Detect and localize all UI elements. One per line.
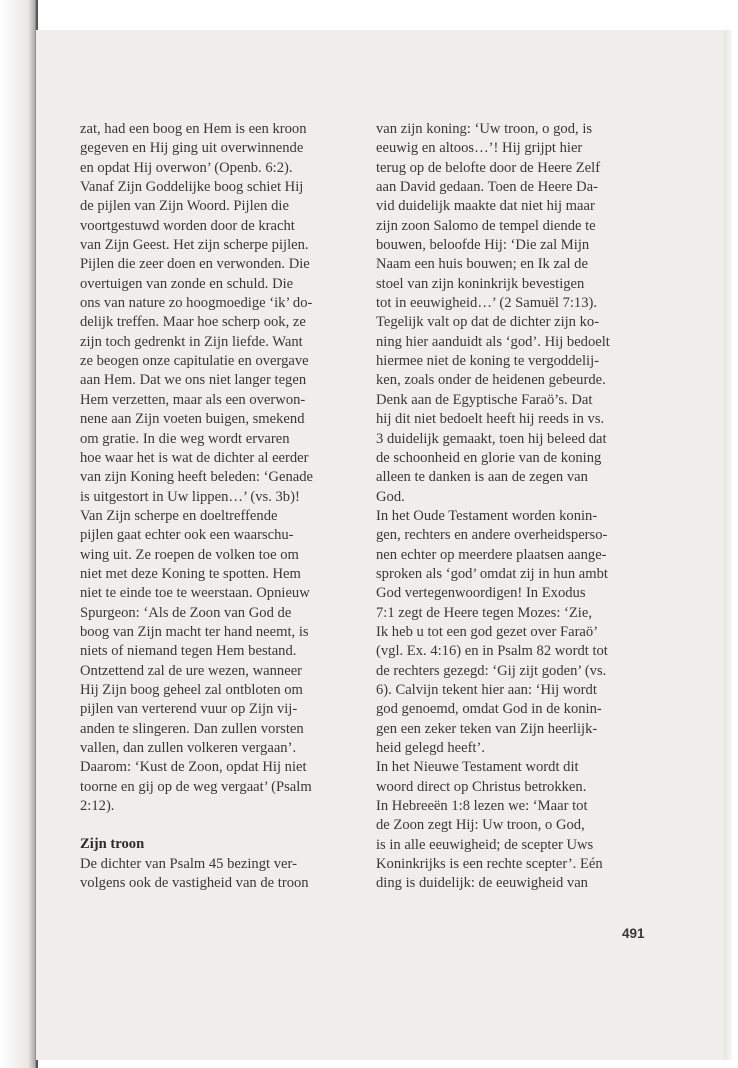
right-paragraph-3: In het Nieuwe Testament wordt dit woord direct op Christus betrokken. In Hebreeën 1:8 lezen we: ‘Maar tot de Zoon zegt Hij: Uw troon, o God, is in alle eeuwigheid; de scepter Uws Koninkrijks is een rechte scepter’. Eén ding is duidelijk: de eeuwigheid van: [376, 759, 603, 892]
left-paragraph-2: De dichter van Psalm 45 bezingt ver- volgens ook de vastigheid van de troon: [80, 855, 309, 892]
book-spine-shadow: [0, 0, 38, 1068]
left-text-column: [80, 120, 365, 893]
right-paragraph-1: van zijn koning: ‘Uw troon, o god, is eeuwig en altoos…’! Hij grijpt hier terug op de belofte door de Heere Zelf aan David gedaan. Toen de Heere Da- vid duidelijk maakte dat niet hij maar zijn zoon Salomo de tempel diende te bouwen, beloofde Hij: ‘Die zal Mijn Naam een huis bouwen; en Ik zal de stoel van zijn koninkrijk bevestigen tot in eeuwigheid…’ (2 Samuël 7:13). Tegelijk valt op dat de dichter zijn ko- ning hier aanduidt als ‘god’. Hij bedoelt hiermee niet de koning te vergoddelij- ken, zoals onder de heidenen gebeurde. Denk aan de Egyptische Faraö’s. Dat hij dit niet bedoelt heeft hij reeds in vs. 3 duidelijk gemaakt, toen hij beleed dat de schoonheid en glorie van de koning alleen te danken is aan de zegen van God.: [376, 121, 610, 505]
page-edge: [724, 30, 732, 1060]
right-paragraph-2: In het Oude Testament worden konin- gen, rechters en andere overheidsperso- nen echter op meerdere plaatsen aange- sproken als ‘god’ omdat zij in hun ambt God vertegenwoordigen! In Exodus 7:1 zegt de Heere tegen Mozes: ‘Zie, Ik heb u tot een god gezet over Faraö’ (vgl. Ex. 4:16) en in Psalm 82 wordt tot de rechters gezegd: ‘Gij zijt goden’ (vs. 6). Calvijn tekent hier aan: ‘Hij wordt god genoemd, omdat God in de konin- gen een zeker teken van Zijn heerlijk- heid gelegd heeft’.: [376, 507, 608, 756]
right-text-column: [376, 120, 662, 894]
page-number: 491: [622, 926, 645, 941]
section-heading: Zijn troon: [80, 836, 145, 853]
left-paragraph-1: zat, had een boog en Hem is een kroon gegeven en Hij ging uit overwinnende en opdat Hij overwon’ (Openb. 6:2). Vanaf Zijn Goddelijke boog schiet Hij de pijlen van Zijn Woord. Pijlen die voortgestuwd worden door de kracht van Zijn Geest. Het zijn scherpe pijlen. Pijlen die zeer doen en verwonden. Die overtuigen van zonde en schuld. Die ons van nature zo hoogmoedige ‘ik’ do- delijk treffen. Maar hoe scherp ook, ze zijn toch gedrenkt in Zijn liefde. Want ze beogen onze capitulatie en overgave aan Hem. Dat we ons niet langer tegen Hem verzetten, maar als een overwon- nene aan Zijn voeten buigen, smekend om gratie. In die weg wordt ervaren hoe waar het is wat de dichter al eerder van zijn Koning heeft beleden: ‘Genade is uitgestort in Uw lippen…’ (vs. 3b)! Van Zijn scherpe en doeltreffende pijlen gaat echter ook een waarschu- wing uit. Ze roepen de volken toe om niet met deze Koning te spotten. Hem niet te einde toe te weerstaan. Opnieuw Spurgeon: ‘Als de Zoon van God de boog van Zijn macht ter hand neemt, is niets of niemand tegen Hem bestand. Ontzettend zal de ure wezen, wanneer Hij Zijn boog geheel zal ontbloten om pijlen van verterend vuur op Zijn vij- anden te slingeren. Dan zullen vorsten vallen, dan zullen volkeren vergaan’. Daarom: ‘Kust de Zoon, opdat Hij niet toorne en gij op de weg vergaat’ (Psalm 2:12).: [80, 121, 314, 815]
